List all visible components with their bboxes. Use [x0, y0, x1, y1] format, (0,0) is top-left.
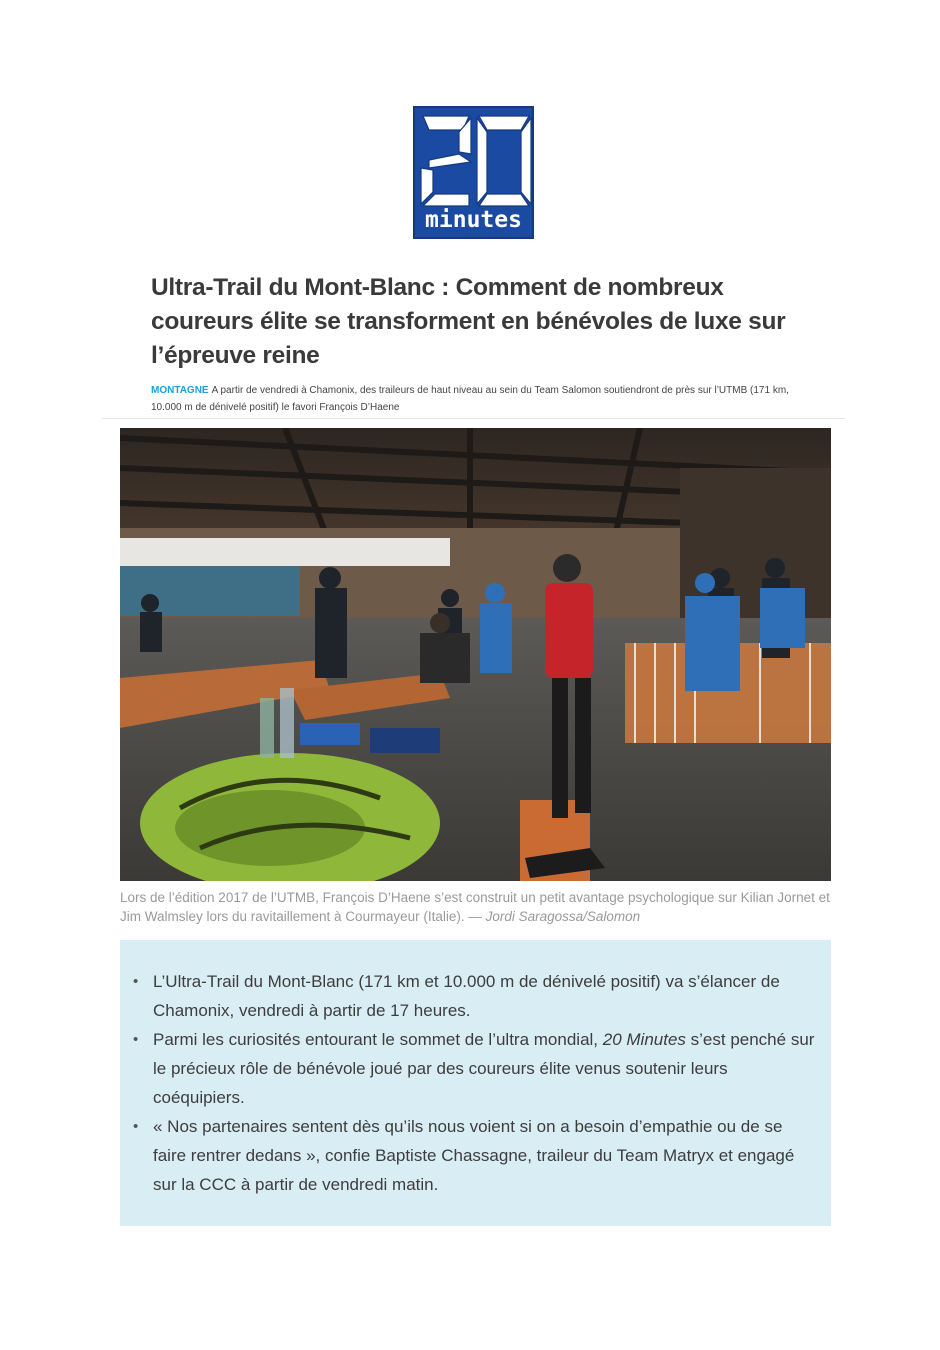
article-photo — [120, 428, 831, 881]
highlight-text — [153, 1025, 817, 1112]
highlight-text-before: Parmi les curiosités entourant le sommet de l’ultra mondial, — [153, 1030, 603, 1049]
caption-text: Lors de l’édition 2017 de l’UTMB, François D’Haene s’est construit un petit avantage psychologique sur Kilian Jornet et Jim Walmsley lors du ravitaillement à Courmayeur (Italie). — [120, 890, 830, 924]
divider — [102, 418, 845, 419]
logo-wordmark: minutes — [425, 207, 522, 233]
highlight-text: L’Ultra-Trail du Mont-Blanc (171 km et 10.000 m de dénivelé positif) va s’élancer de Chamonix, vendredi à partir de 17 heures. — [153, 972, 780, 1020]
section-label[interactable]: MONTAGNE — [151, 385, 209, 396]
logo-digits — [415, 108, 536, 213]
bullet-icon: • — [133, 973, 139, 990]
highlights-list — [133, 967, 817, 1199]
article-lead — [151, 382, 791, 416]
lead-text: A partir de vendredi à Chamonix, des traileurs de haut niveau au sein du Team Salomon soutiendront de près sur l’UTMB (171 km, 10.000 m de dénivelé positif) le favori François D’Haene — [151, 385, 789, 413]
bullet-icon: • — [133, 1031, 139, 1048]
bullet-icon: • — [133, 1118, 139, 1135]
article-headline: Ultra-Trail du Mont-Blanc : Comment de nombreux coureurs élite se transforment en bénévoles de luxe sur l’épreuve reine — [151, 274, 786, 369]
highlight-text: « Nos partenaires sentent dès qu’ils nous voient si on a besoin d’empathie ou de se faire rentrer dedans », confie Baptiste Chassagne, traileur du Team Matryx et engagé sur la CCC à partir de vendredi matin. — [153, 1117, 795, 1194]
highlight-emphasis: 20 Minutes — [602, 1030, 686, 1049]
highlights-box — [120, 940, 831, 1226]
photo-credit: — Jordi Saragossa/Salomon — [468, 909, 641, 924]
photo-image — [120, 428, 831, 881]
logo-20-minutes — [413, 106, 534, 239]
photo-caption — [120, 888, 831, 926]
highlight-item — [133, 967, 817, 1025]
highlight-item — [133, 1112, 817, 1199]
highlight-item — [133, 1025, 817, 1112]
highlight-text-after: s’est penché sur le précieux rôle de bénévole joué par des coureurs élite venus soutenir leurs coéquipiers. — [153, 1030, 815, 1107]
